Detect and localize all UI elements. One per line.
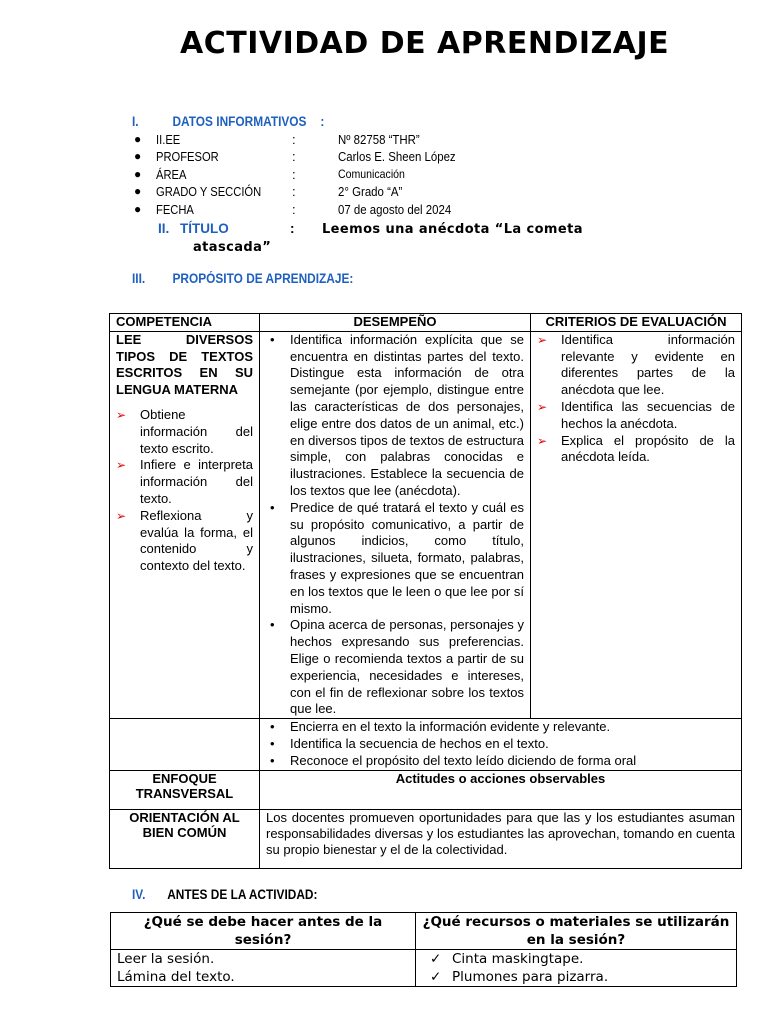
- orientacion-text: Los docentes promueven oportunidades para que las y los estudiantes asuman responsabilidades diversas y los estudiantes las aprovechan, tomando en cuenta su propio bienestar y el de la colectividad.: [260, 809, 742, 868]
- section-proposito: [132, 271, 353, 286]
- antes-cell: [111, 950, 416, 987]
- info-label: ÁREA: [156, 166, 187, 182]
- list-item: ➢ Reflexiona y evalúa la forma, el contenido y contexto del texto.: [116, 508, 253, 575]
- page-title: ACTIVIDAD DE APRENDIZAJE: [180, 26, 670, 61]
- list-item: • Identifica la secuencia de hechos en el texto.: [266, 736, 735, 753]
- criterios-cell: [531, 331, 742, 718]
- session-title: Leemos una anécdota “La cometa: [322, 222, 583, 237]
- recursos-cell: [416, 950, 737, 987]
- table-row: [110, 770, 742, 809]
- evidencias-list: [266, 719, 735, 769]
- list-item: • Identifica información explícita que se encuentra en distintas partes del texto. Distingue esta información de otra semejante (por ejemplo, distingue entre las características de dos personajes, elige entre dos datos de un animal, etc.) en diversos tipos de textos de estructura simple, con palabras conocidas e ilustraciones. Establece la secuencia de los textos que lee (anécdota).: [266, 332, 524, 500]
- section-datos-informativos: [132, 114, 324, 129]
- table-row: [110, 719, 742, 770]
- list-item: • Reconoce el propósito del texto leído diciendo de forma oral: [266, 753, 735, 770]
- list-item: ➢ Identifica información relevante y evidente en diferentes partes de la anécdota que lee.: [537, 332, 735, 399]
- header-competencia: COMPETENCIA: [110, 314, 260, 332]
- list-item: ➢ Identifica las secuencias de hechos la anécdota.: [537, 399, 735, 433]
- list-item: ➢ Obtiene información del texto escrito.: [116, 407, 253, 457]
- section-antes: [132, 887, 317, 902]
- section-label: ANTES DE LA ACTIVIDAD:: [167, 887, 318, 902]
- list-item: • Encierra en el texto la información evidente y relevante.: [266, 719, 735, 736]
- capacidades-list: [116, 407, 253, 575]
- table-header-row: [110, 314, 742, 332]
- list-item: • Opina acerca de personas, personajes y hechos expresando sus preferencias. Elige o recomienda textos a partir de su experiencia, necesidades e intereses, con el fin de reflexionar sobre los textos que lee.: [266, 617, 524, 718]
- table-row: [110, 809, 742, 868]
- header-desempeno: DESEMPEÑO: [260, 314, 531, 332]
- criterios-list: [537, 332, 735, 466]
- session-title-cont: atascada”: [193, 240, 272, 255]
- section-titulo: II. TÍTULO : Leemos una anécdota “La cometa atascada”: [158, 220, 608, 257]
- list-item: ➢ Explica el propósito de la anécdota leída.: [537, 433, 735, 467]
- list-item: ✓ Cinta maskingtape.: [422, 950, 730, 968]
- section-colon: :: [320, 114, 325, 129]
- info-label: PROFESOR: [156, 149, 219, 165]
- info-value: Comunicación: [338, 166, 405, 181]
- list-item: Leer la sesión.: [117, 951, 215, 967]
- enfoque-label: ENFOQUE TRANSVERSAL: [110, 770, 260, 809]
- orientacion-label: ORIENTACIÓN AL BIEN COMÚN: [110, 809, 260, 868]
- table-row: [111, 950, 737, 987]
- list-item: Lámina del texto.: [117, 969, 235, 985]
- section-label: DATOS INFORMATIVOS: [172, 114, 307, 129]
- section-number: II.: [158, 221, 170, 236]
- competencia-title: LEE DIVERSOS TIPOS DE TEXTOS ESCRITOS EN SU LENGUA MATERNA: [116, 331, 253, 398]
- section-number: III.: [132, 271, 146, 286]
- desempeno-cell: [260, 331, 531, 718]
- info-label: II.EE: [156, 132, 181, 147]
- header-criterios: CRITERIOS DE EVALUACIÓN: [531, 314, 742, 332]
- empty-cell: [110, 719, 260, 770]
- list-item: ➢ Infiere e interpreta información del texto.: [116, 457, 253, 507]
- header-antes: ¿Qué se debe hacer antes de la sesión?: [111, 913, 416, 950]
- antes-table: [110, 912, 737, 987]
- info-label: GRADO Y SECCIÓN: [156, 184, 262, 200]
- evidencias-cell: [260, 719, 742, 770]
- purpose-table: [109, 313, 742, 869]
- info-value: 2° Grado “A”: [338, 184, 403, 200]
- info-value: Carlos E. Sheen López: [338, 149, 456, 165]
- info-value: 07 de agosto del 2024: [338, 201, 452, 217]
- info-value: Nº 82758 “THR”: [338, 132, 420, 147]
- table-header-row: [111, 913, 737, 950]
- section-label: TÍTULO: [180, 221, 229, 236]
- table-row: [110, 331, 742, 718]
- header-recursos: ¿Qué recursos o materiales se utilizarán en la sesión?: [416, 913, 737, 950]
- info-label: FECHA: [156, 201, 194, 217]
- list-item: ✓ Plumones para pizarra.: [422, 968, 730, 986]
- desempenos-list: [266, 332, 524, 718]
- section-number: I.: [132, 114, 139, 129]
- section-label: PROPÓSITO DE APRENDIZAJE:: [172, 271, 354, 286]
- actitudes-label: Actitudes o acciones observables: [260, 770, 742, 809]
- competencia-cell: [110, 331, 260, 718]
- section-number: IV.: [132, 887, 146, 902]
- list-item: • Predice de qué tratará el texto y cuál es su propósito comunicativo, a partir de algunos indicios, como título, ilustraciones, silueta, formato, palabras, frases y expresiones que se encuentran en los textos que le leen o que lee por sí mismo.: [266, 500, 524, 618]
